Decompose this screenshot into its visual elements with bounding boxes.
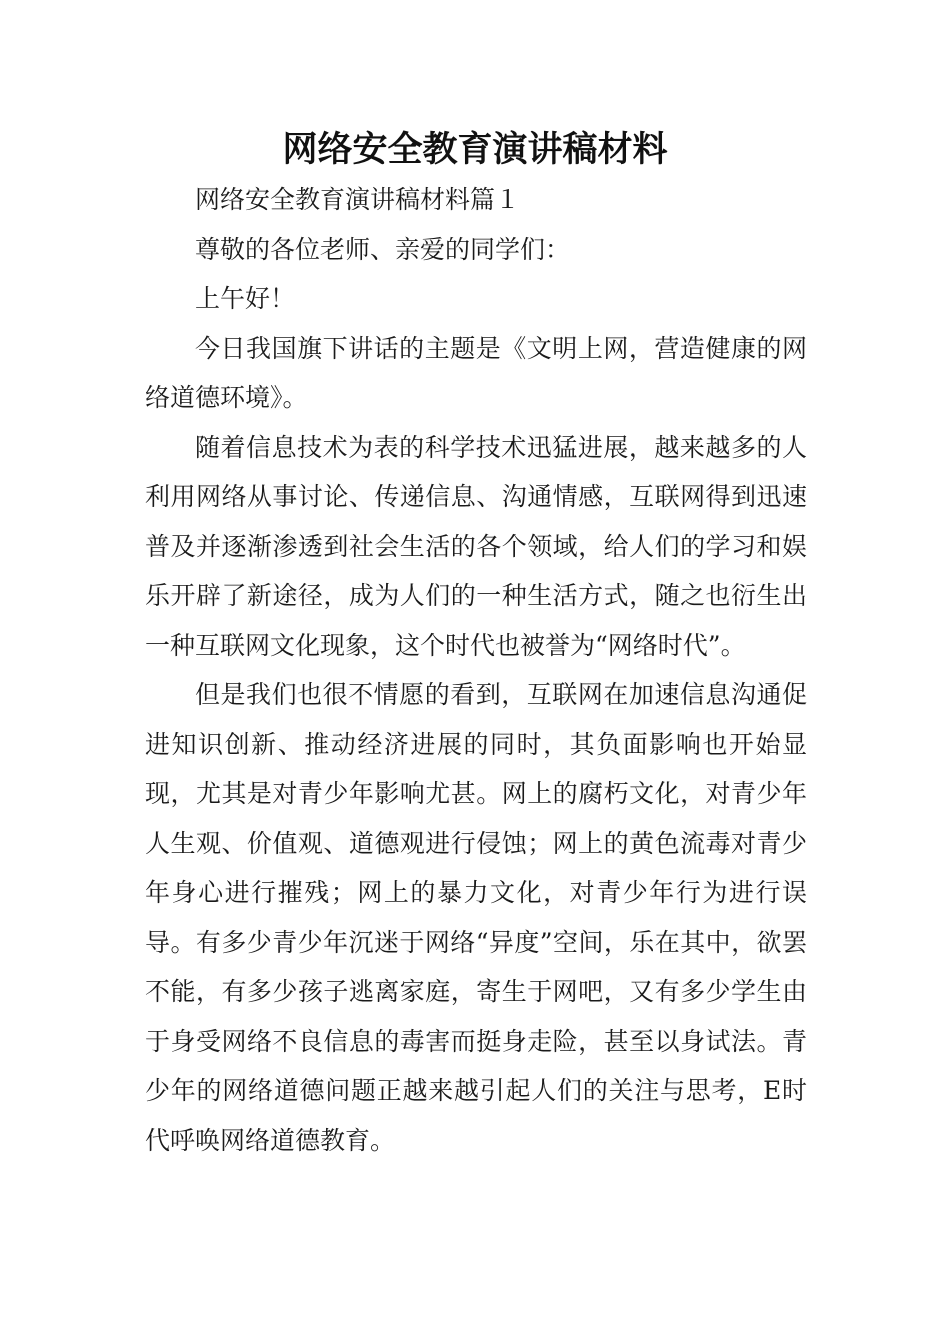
- paragraph-heading: 网络安全教育演讲稿材料篇１: [195, 185, 521, 214]
- paragraph-topic: 今日我国旗下讲话的主题是《文明上网，营造健康的网络道德环境》。: [145, 333, 807, 412]
- paragraph-body-1: 随着信息技术为表的科学技术迅猛进展，越来越多的人利用网络从事讨论、传递信息、沟通情感，互联网得到迅速普及并逐渐渗透到社会生活的各个领域，给人们的学习和娱乐开辟了新途径，成为人们的一种生活方式，随之也衍生出一种互联网文化现象，这个时代也被誉为“网络时代”。: [145, 432, 807, 660]
- document-body: [145, 175, 807, 1165]
- paragraph-body-2: 但是我们也很不情愿的看到，互联网在加速信息沟通促进知识创新、推动经济进展的同时，其负面影响也开始显现，尤其是对青少年影响尤甚。网上的腐朽文化，对青少年人生观、价值观、道德观进行侵蚀；网上的黄色流毒对青少年身心进行摧残；网上的暴力文化，对青少年行为进行误导。有多少青少年沉迷于网络“异度”空间，乐在其中，欲罢不能，有多少孩子逃离家庭，寄生于网吧，又有多少学生由于身受网络不良信息的毒害而挺身走险，甚至以身试法。青少年的网络道德问题正越来越引起人们的关注与思考，E时代呼唤网络道德教育。: [145, 680, 807, 1155]
- document-title: 网络安全教育演讲稿材料: [282, 130, 668, 170]
- paragraph-greeting: 上午好！: [195, 284, 296, 313]
- paragraph-salutation: 尊敬的各位老师、亲爱的同学们：: [195, 234, 571, 264]
